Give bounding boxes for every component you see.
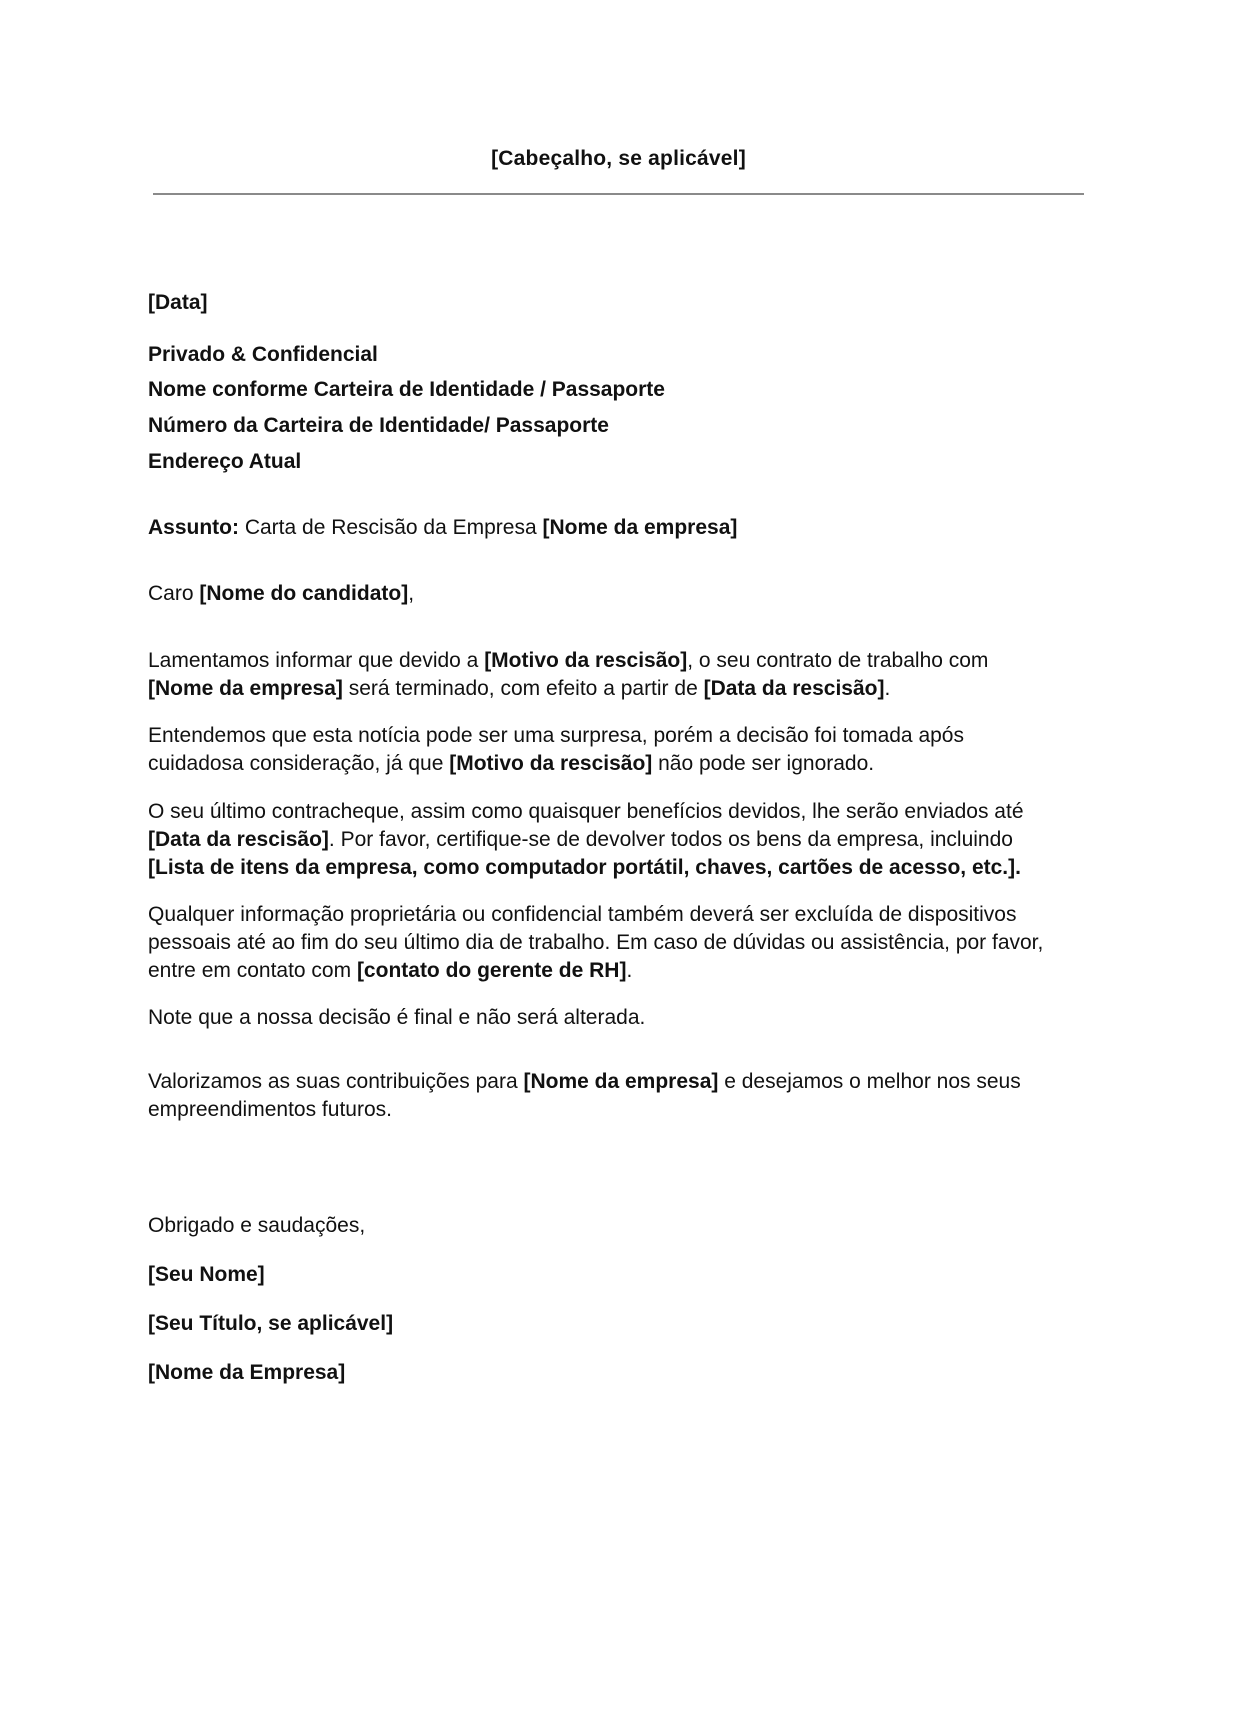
p5-text-1: Note que a nossa decisão é final e não será alterada. (148, 1006, 646, 1029)
recipient-address: Endereço Atual (148, 450, 302, 473)
p4-text-3: entre em contato com (148, 959, 357, 982)
p6-company: [Nome da empresa] (523, 1070, 719, 1093)
p4-text-1: Qualquer informação proprietária ou confidencial também deverá ser excluída de dispositivos (148, 903, 1017, 926)
p1-text-3: será terminado, com efeito a partir de (342, 677, 704, 700)
subject-label: Assunto: (148, 516, 239, 539)
closing-salutation: Obrigado e saudações, (148, 1214, 366, 1237)
p3-text-2: . Por favor, certifique-se de devolver todos os bens da empresa, incluindo (328, 828, 1013, 851)
p4-text-2: pessoais até ao fim do seu último dia de trabalho. Em caso de dúvidas ou assistência, por favor, (148, 931, 1044, 954)
greeting-salutation: Caro (148, 582, 200, 605)
p1-company: [Nome da empresa] (148, 677, 343, 700)
p3-text-1: O seu último contracheque, assim como quaisquer benefícios devidos, lhe serão enviados até (148, 800, 1024, 823)
greeting (148, 580, 414, 608)
p4-hr-contact: [contato do gerente de RH] (356, 959, 627, 982)
header-title: [Cabeçalho, se aplicável] (491, 147, 746, 170)
paragraph-4 (148, 901, 1108, 985)
p4-text-4: . (626, 959, 633, 982)
signature-company: [Nome da Empresa] (148, 1361, 346, 1384)
recipient-id-number: Número da Carteira de Identidade/ Passaporte (148, 414, 609, 437)
p2-reason: [Motivo da rescisão] (449, 752, 653, 775)
p6-text-2: e desejamos o melhor nos seus (718, 1070, 1021, 1093)
signature-name: [Seu Nome] (148, 1263, 265, 1286)
subject-company: [Nome da empresa] (542, 516, 738, 539)
recipient-name: Nome conforme Carteira de Identidade / Passaporte (148, 378, 665, 401)
header-divider (153, 193, 1084, 195)
paragraph-6 (148, 1068, 1108, 1124)
p1-text-4: . (884, 677, 891, 700)
p6-text-1: Valorizamos as suas contribuições para (148, 1070, 524, 1093)
p3-items-list: [Lista de itens da empresa, como computador portátil, chaves, cartões de acesso, etc.]. (148, 856, 1021, 879)
greeting-name: [Nome do candidato] (199, 582, 409, 605)
subject-text: Carta de Rescisão da Empresa (239, 516, 543, 539)
p1-date: [Data da rescisão] (703, 677, 885, 700)
p2-text-2: cuidadosa consideração, já que (148, 752, 450, 775)
date-placeholder: [Data] (148, 291, 208, 314)
p1-text-1: Lamentamos informar que devido a (148, 649, 485, 672)
paragraph-1 (148, 647, 1108, 703)
p3-date: [Data da rescisão] (148, 828, 329, 851)
greeting-punct: , (408, 582, 415, 605)
p2-text-3: não pode ser ignorado. (652, 752, 875, 775)
subject-line (148, 514, 737, 542)
confidential-label: Privado & Confidencial (148, 343, 378, 366)
p1-text-2: , o seu contrato de trabalho com (687, 649, 989, 672)
p6-text-3: empreendimentos futuros. (148, 1098, 392, 1121)
paragraph-2 (148, 722, 1108, 778)
p2-text-1: Entendemos que esta notícia pode ser uma surpresa, porém a decisão foi tomada após (148, 724, 964, 747)
paragraph-3 (148, 798, 1108, 882)
signature-title: [Seu Título, se aplicável] (148, 1312, 394, 1335)
paragraph-5 (148, 1004, 1108, 1032)
p1-reason: [Motivo da rescisão] (484, 649, 688, 672)
